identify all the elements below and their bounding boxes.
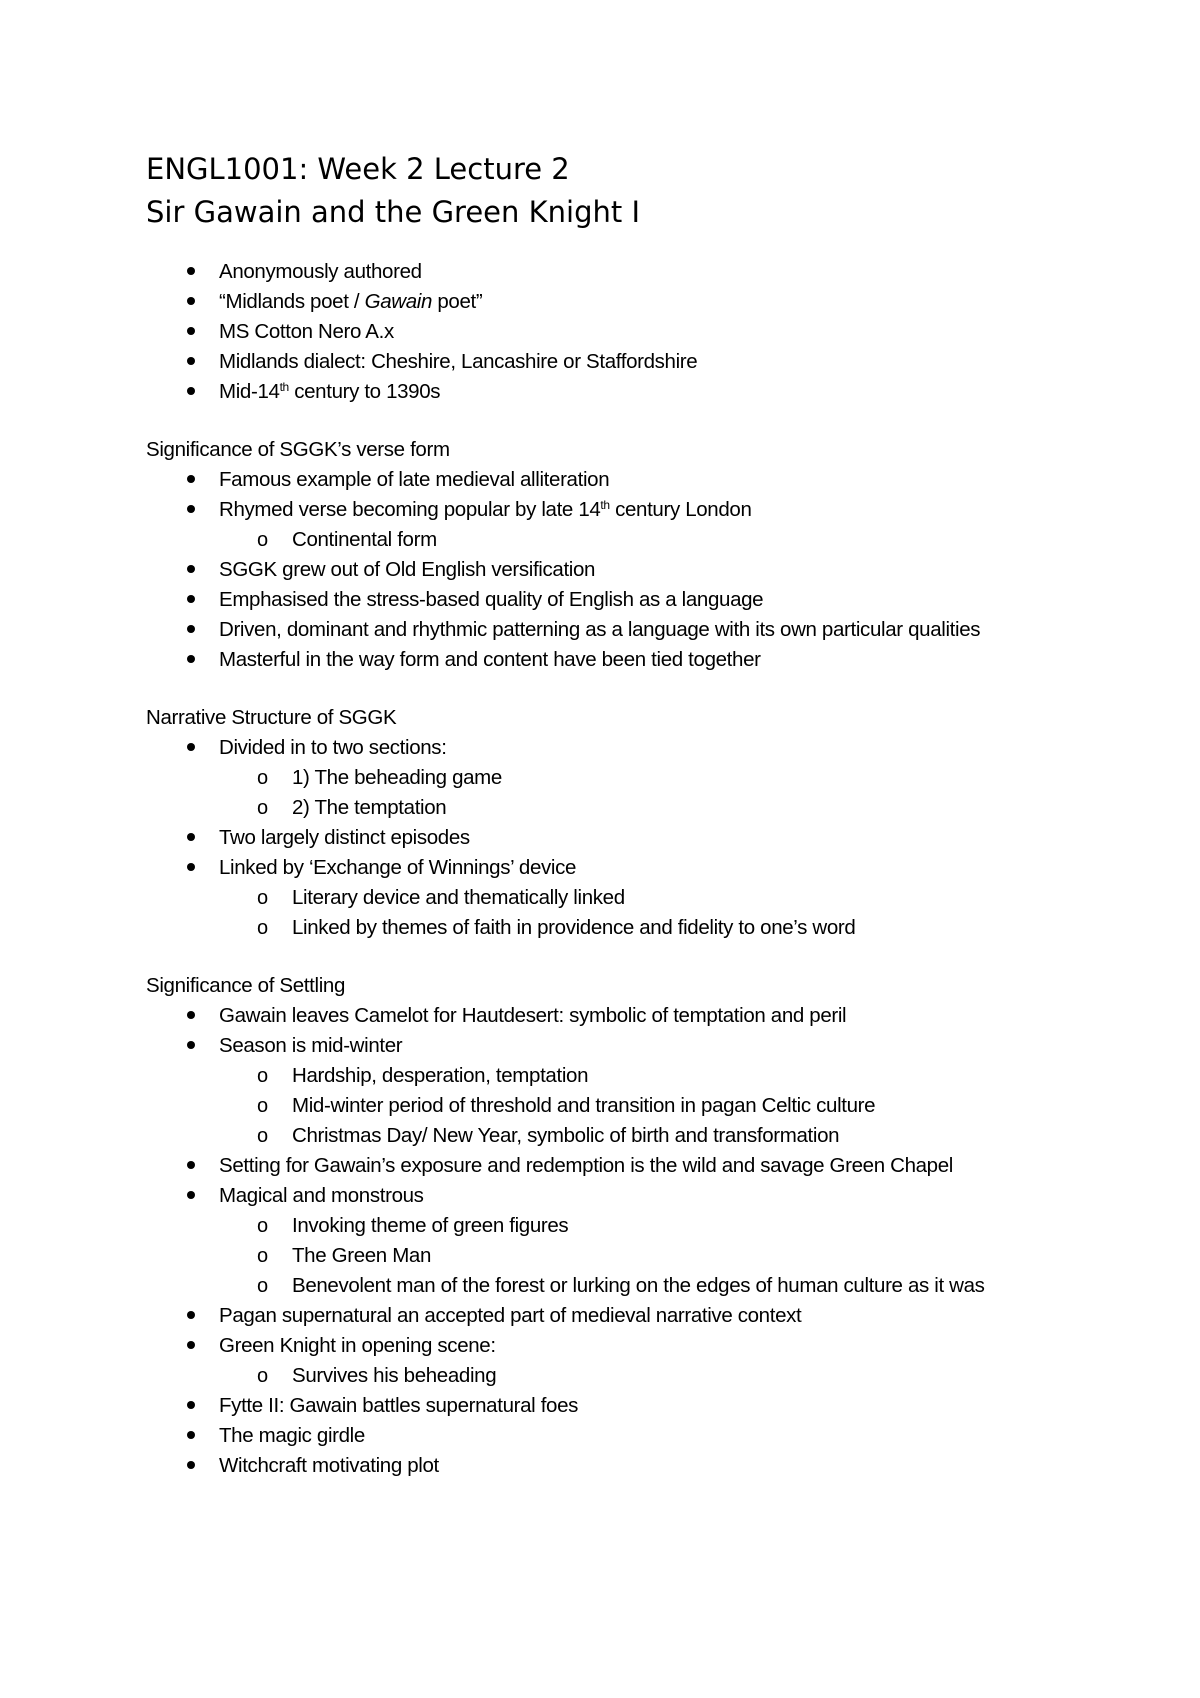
item-text: Season is mid-winter (219, 1034, 403, 1057)
sub-list-item (257, 1121, 1076, 1151)
item-text: “Midlands poet / (219, 290, 365, 313)
title-line-2: Sir Gawain and the Green Knight I (146, 195, 641, 229)
list-item (219, 317, 1076, 347)
bullet-icon (187, 357, 195, 365)
list-item (219, 287, 1076, 317)
sub-bullet-icon: o (257, 1215, 268, 1237)
item-text: Literary device and thematically linked (292, 886, 625, 909)
bullet-icon (187, 655, 195, 663)
sub-bullet-icon: o (257, 1095, 268, 1117)
document-title (146, 148, 1076, 234)
sub-bullet-icon: o (257, 529, 268, 551)
item-text: Christmas Day/ New Year, symbolic of birth and transformation (292, 1124, 840, 1147)
bullet-icon (187, 475, 195, 483)
bullet-icon (187, 327, 195, 335)
item-text: Famous example of late medieval alliteration (219, 468, 610, 491)
item-text: Witchcraft motivating plot (219, 1454, 439, 1477)
section-intro (146, 257, 1076, 407)
list-item (219, 1301, 1076, 1331)
list-item (219, 377, 1076, 407)
bullet-icon (187, 1191, 195, 1199)
item-text: Hardship, desperation, temptation (292, 1064, 589, 1087)
item-text: century London (609, 498, 752, 521)
list-item (219, 615, 1076, 645)
list-item (219, 347, 1076, 377)
bullet-icon (187, 1041, 195, 1049)
sub-list-item (257, 793, 1076, 823)
list-item (219, 1331, 1076, 1361)
intro-list (146, 257, 1076, 407)
list-item (219, 555, 1076, 585)
item-text: Setting for Gawain’s exposure and redemption is the wild and savage Green Chapel (219, 1154, 953, 1177)
bullet-icon (187, 1311, 195, 1319)
list-item (219, 1001, 1076, 1031)
list-item (219, 1151, 1076, 1181)
section-gap (146, 407, 1076, 435)
list-item (219, 823, 1076, 853)
document-page (146, 148, 1076, 1481)
item-text: Linked by ‘Exchange of Winnings’ device (219, 856, 577, 879)
item-text-italic: Gawain (364, 290, 433, 313)
bullet-icon (187, 625, 195, 633)
verse-form-list (146, 465, 1076, 675)
item-text: Rhymed verse becoming popular by late 14 (219, 498, 601, 521)
bullet-icon (187, 743, 195, 751)
item-text: Mid-14 (219, 380, 280, 403)
bullet-icon (187, 387, 195, 395)
sub-list-item (257, 883, 1076, 913)
bullet-icon (187, 1431, 195, 1439)
item-text: The Green Man (292, 1244, 432, 1267)
sub-list-item (257, 763, 1076, 793)
title-line-1: ENGL1001: Week 2 Lecture 2 (146, 152, 570, 186)
sub-bullet-icon: o (257, 1365, 268, 1387)
section-gap (146, 675, 1076, 703)
sub-bullet-icon: o (257, 1275, 268, 1297)
item-text: Pagan supernatural an accepted part of medieval narrative context (219, 1304, 802, 1327)
item-text: Masterful in the way form and content have been tied together (219, 648, 761, 671)
document-body (146, 257, 1076, 1481)
item-text: Driven, dominant and rhythmic patterning as a language with its own particular qualities (219, 618, 981, 641)
list-item (219, 1421, 1076, 1451)
list-item (219, 257, 1076, 287)
list-item (219, 495, 1076, 525)
bullet-icon (187, 505, 195, 513)
bullet-icon (187, 267, 195, 275)
sub-list-item (257, 525, 1076, 555)
item-text: century to 1390s (288, 380, 441, 403)
item-text-superscript: th (600, 498, 610, 512)
item-text: MS Cotton Nero A.x (219, 320, 394, 343)
section-heading: Significance of Settling (146, 974, 346, 997)
bullet-icon (187, 565, 195, 573)
item-text: 2) The temptation (292, 796, 447, 819)
list-item (219, 1391, 1076, 1421)
item-text: Anonymously authored (219, 260, 422, 283)
item-text: Gawain leaves Camelot for Hautdesert: symbolic of temptation and peril (219, 1004, 847, 1027)
item-text: Survives his beheading (292, 1364, 497, 1387)
section-heading: Significance of SGGK’s verse form (146, 438, 450, 461)
item-text-superscript: th (279, 380, 289, 394)
item-text: Continental form (292, 528, 437, 551)
item-text: Divided in to two sections: (219, 736, 447, 759)
sub-bullet-icon: o (257, 1245, 268, 1267)
list-item (219, 1451, 1076, 1481)
bullet-icon (187, 833, 195, 841)
list-item (219, 465, 1076, 495)
item-text: Two largely distinct episodes (219, 826, 470, 849)
sub-list-item (257, 1091, 1076, 1121)
list-item (219, 733, 1076, 763)
item-text: Green Knight in opening scene: (219, 1334, 496, 1357)
item-text: Benevolent man of the forest or lurking on the edges of human culture as it was (292, 1274, 985, 1297)
bullet-icon (187, 1461, 195, 1469)
sub-list-item (257, 1241, 1076, 1271)
item-text: Linked by themes of faith in providence and fidelity to one’s word (292, 916, 856, 939)
item-text: Magical and monstrous (219, 1184, 424, 1207)
bullet-icon (187, 595, 195, 603)
section-gap (146, 943, 1076, 971)
item-text: 1) The beheading game (292, 766, 502, 789)
item-text: Mid-winter period of threshold and transition in pagan Celtic culture (292, 1094, 876, 1117)
item-text: The magic girdle (219, 1424, 365, 1447)
sub-list-item (257, 1061, 1076, 1091)
sub-list-item (257, 1211, 1076, 1241)
sub-bullet-icon: o (257, 797, 268, 819)
sub-bullet-icon: o (257, 917, 268, 939)
sub-bullet-icon: o (257, 887, 268, 909)
sub-bullet-icon: o (257, 1125, 268, 1147)
bullet-icon (187, 1341, 195, 1349)
item-text: poet” (432, 290, 483, 313)
section-settling (146, 971, 1076, 1481)
bullet-icon (187, 1161, 195, 1169)
section-narrative-structure (146, 703, 1076, 943)
sub-bullet-icon: o (257, 1065, 268, 1087)
bullet-icon (187, 1011, 195, 1019)
list-item (219, 1181, 1076, 1211)
list-item (219, 645, 1076, 675)
sub-bullet-icon: o (257, 767, 268, 789)
section-verse-form (146, 435, 1076, 675)
narrative-list (146, 733, 1076, 943)
bullet-icon (187, 863, 195, 871)
sub-list-item (257, 913, 1076, 943)
bullet-icon (187, 297, 195, 305)
item-text: Invoking theme of green figures (292, 1214, 569, 1237)
list-item (219, 853, 1076, 883)
item-text: Midlands dialect: Cheshire, Lancashire or Staffordshire (219, 350, 698, 373)
sub-list-item (257, 1271, 1076, 1301)
item-text: Fytte II: Gawain battles supernatural foes (219, 1394, 579, 1417)
sub-list-item (257, 1361, 1076, 1391)
settling-list (146, 1001, 1076, 1481)
bullet-icon (187, 1401, 195, 1409)
section-heading: Narrative Structure of SGGK (146, 706, 397, 729)
list-item (219, 585, 1076, 615)
item-text: SGGK grew out of Old English versification (219, 558, 596, 581)
item-text: Emphasised the stress-based quality of English as a language (219, 588, 764, 611)
list-item (219, 1031, 1076, 1061)
